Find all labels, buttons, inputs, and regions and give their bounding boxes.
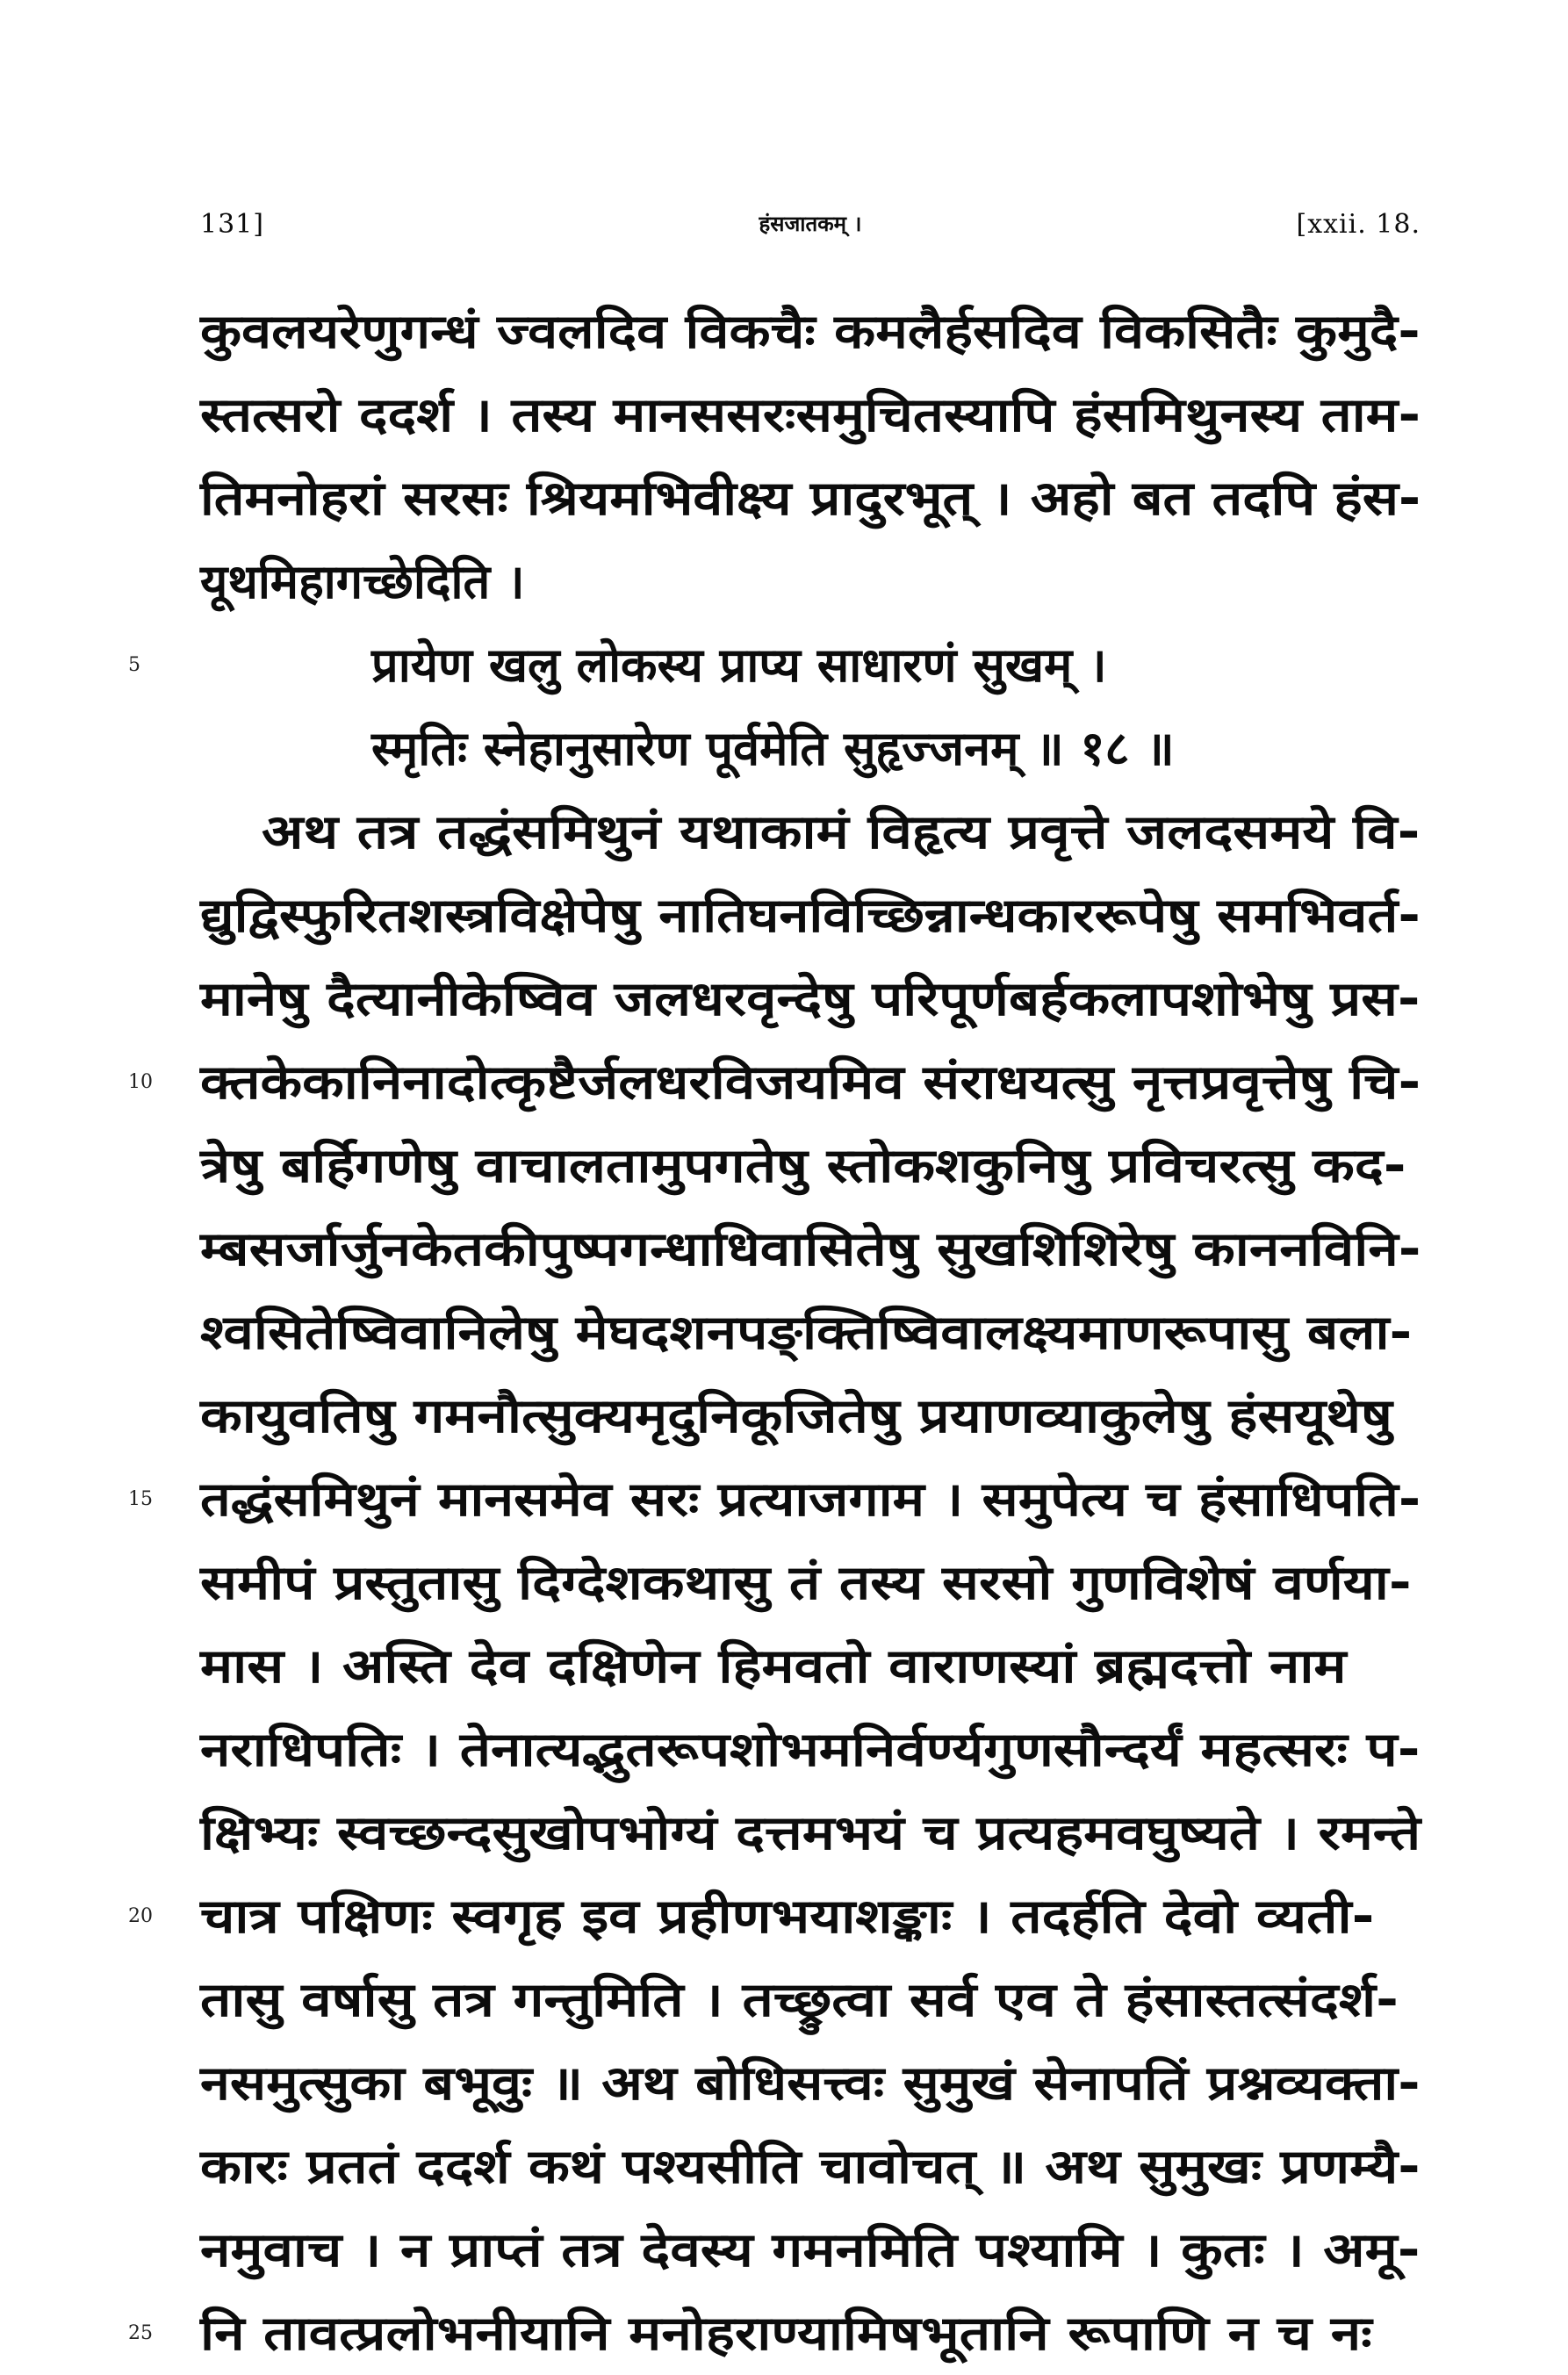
line-number: 20 <box>128 1905 153 1927</box>
running-title: हंसजातकम् । <box>759 212 862 236</box>
text-line: समीपं प्रस्तुतासु दिग्देशकथासु तं तस्य सरसो गुणविशेषं वर्णया- <box>200 1555 1412 1610</box>
text-line: क्षिभ्यः स्वच्छन्दसुखोपभोग्यं दत्तमभयं च प्रत्यहमवघुष्यते । रमन्ते <box>200 1805 1421 1860</box>
text-line: 15 तद्धंसमिथुनं मानसमेव सरः प्रत्याजगाम । समुपेत्य च हंसाधिपति- <box>200 1457 1421 1541</box>
section-reference: [xxii. 18. <box>1296 209 1421 240</box>
text-line: कुवलयरेणुगन्धं ज्वलदिव विकचैः कमलैर्हसदिव विकसितैः कुमुदै- <box>200 304 1421 359</box>
text-line: यूथमिहागच्छेदिति । <box>200 554 525 609</box>
text-line: अथ तत्र तद्धंसमिथुनं यथाकामं विहृत्य प्रवृत्ते जलदसमये वि- <box>262 804 1421 860</box>
verse-line: स्मृतिः स्नेहानुसारेण पूर्वमेति सुहृज्जनम् ॥ १८ ॥ <box>371 721 1175 776</box>
line-number: 25 <box>128 2322 153 2344</box>
text-line: 25 नि तावत्प्रलोभनीयानि मनोहराण्यामिषभूतानि रूपाणि न च नः <box>200 2292 1421 2375</box>
text-line: नराधिपतिः । तेनात्यद्भुतरूपशोभमनिर्वर्ण्यगुणसौन्दर्यं महत्सरः प- <box>200 1722 1421 1777</box>
text-line: म्बसर्जार्जुनकेतकीपुष्पगन्धाधिवासितेषु सुखशिशिरेषु काननविनि- <box>200 1221 1421 1277</box>
text-line: द्युद्विस्फुरितशस्त्रविक्षेपेषु नातिघनविच्छिन्नान्धकाररूपेषु समभिवर्त- <box>200 888 1421 943</box>
line-number: 10 <box>128 1071 153 1093</box>
text-line: 10 क्तकेकानिनादोत्कृष्टैर्जलधरविजयमिव संराधयत्सु नृत्तप्रवृत्तेषु चि- <box>200 1040 1421 1124</box>
text-line: नमुवाच । न प्राप्तं तत्र देवस्य गमनमिति पश्यामि । कुतः । अमू- <box>200 2222 1421 2278</box>
line-number: 5 <box>128 654 140 676</box>
text-line: मास । अस्ति देव दक्षिणेन हिमवतो वाराणस्यां ब्रह्मदत्तो नाम <box>200 1638 1347 1694</box>
text-line: नसमुत्सुका बभूवुः ॥ अथ बोधिसत्त्वः सुमुखं सेनापतिं प्रश्नव्यक्ता- <box>200 2055 1421 2111</box>
line-number: 15 <box>128 1488 153 1510</box>
text-line: स्तत्सरो ददर्श । तस्य मानससरःसमुचितस्यापि हंसमिथुनस्य ताम- <box>200 387 1421 443</box>
page-number: 131] <box>200 209 264 240</box>
text-line: कारः प्रततं ददर्श कथं पश्यसीति चावोचत् ॥ अथ सुमुखः प्रणम्यै- <box>200 2139 1421 2194</box>
text-line: कायुवतिषु गमनौत्सुक्यमृदुनिकूजितेषु प्रयाणव्याकुलेषु हंसयूथेषु <box>200 1388 1392 1443</box>
text-line: तासु वर्षासु तत्र गन्तुमिति । तच्छ्रुत्वा सर्व एव ते हंसास्तत्संदर्श- <box>200 1972 1399 2027</box>
text-line: तिमनोहरां सरसः श्रियमभिवीक्ष्य प्रादुरभूत् । अहो बत तदपि हंस- <box>200 471 1421 526</box>
text-line: 20 चात्र पक्षिणः स्वगृह इव प्रहीणभयाशङ्काः । तदर्हति देवो व्यती- <box>200 1875 1421 1958</box>
running-header <box>200 209 1421 253</box>
text-line: मानेषु दैत्यानीकेष्विव जलधरवृन्देषु परिपूर्णबर्हकलापशोभेषु प्रस- <box>200 971 1421 1026</box>
verse-line: 5 प्रायेण खलु लोकस्य प्राप्य साधारणं सुखम् । <box>200 623 1421 707</box>
text-line: श्वसितेष्विवानिलेषु मेघदशनपङ्क्तिष्विवालक्ष्यमाणरूपासु बला- <box>200 1305 1413 1360</box>
body-text <box>128 290 1421 2375</box>
text-line: त्रेषु बर्हिगणेषु वाचालतामुपगतेषु स्तोकशकुनिषु प्रविचरत्सु कद- <box>200 1138 1406 1193</box>
